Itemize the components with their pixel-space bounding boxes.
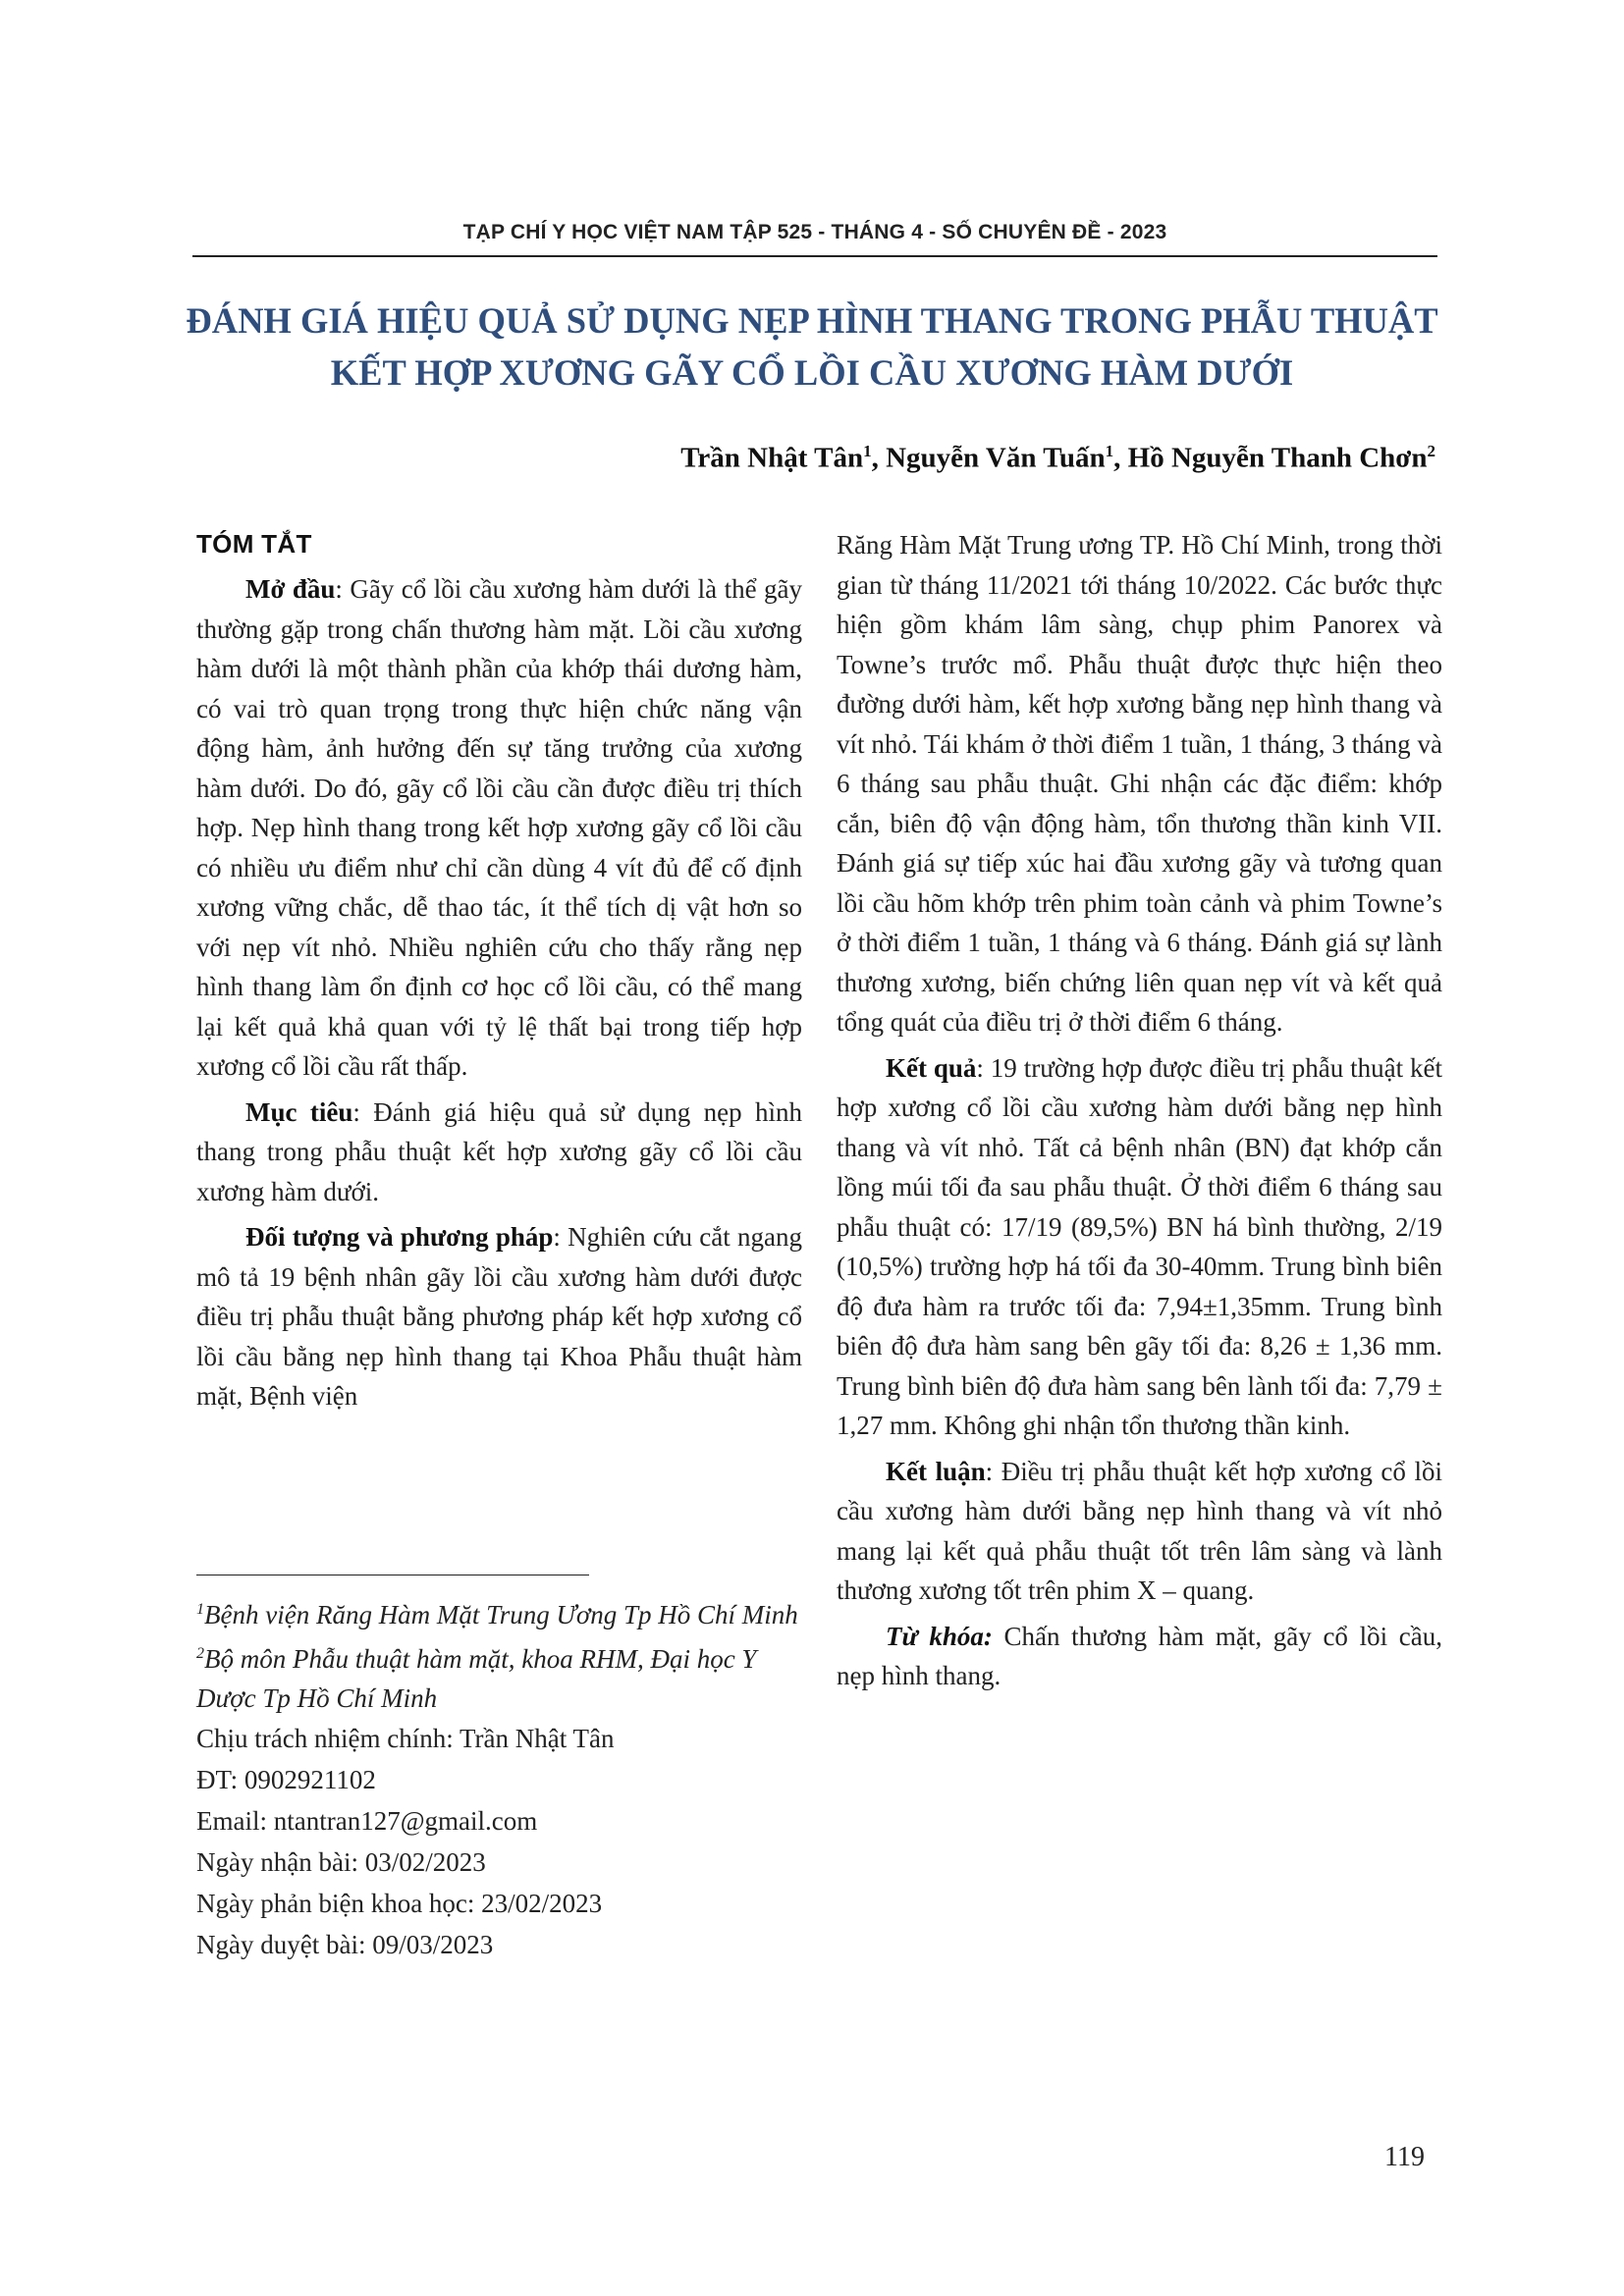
author-name: Hồ Nguyễn Thanh Chơn: [1127, 442, 1428, 474]
author-separator: ,: [1113, 442, 1128, 474]
results-label: Kết quả: [886, 1052, 977, 1083]
affiliation-1: [196, 1590, 802, 1634]
affiliation-text: Bệnh viện Răng Hàm Mặt Trung Ương Tp Hồ Chí Minh: [204, 1600, 798, 1629]
objective-label: Mục tiêu: [245, 1096, 353, 1127]
intro-label: Mở đầu: [245, 574, 336, 604]
abstract-methods-paragraph: [196, 1217, 802, 1416]
affiliation-number: 1: [196, 1601, 204, 1618]
author-name: Trần Nhật Tân: [680, 442, 864, 474]
affiliation-2: [196, 1634, 802, 1718]
running-header: TẠP CHÍ Y HỌC VIỆT NAM TẬP 525 - THÁNG 4 - SỐ CHUYÊN ĐỀ - 2023: [462, 221, 1167, 243]
header-divider: [192, 255, 1437, 257]
author-affiliation: 1: [1105, 442, 1114, 460]
author-affiliation: 1: [863, 442, 872, 460]
affiliation-text: Bộ môn Phẫu thuật hàm mặt, khoa RHM, Đại học Y Dược Tp Hồ Chí Minh: [196, 1644, 757, 1713]
date-received: Ngày nhận bài: 03/02/2023: [196, 1847, 486, 1877]
left-column: [196, 525, 802, 1416]
keywords-paragraph: [837, 1617, 1442, 1696]
author-list: [680, 442, 1435, 475]
phone-number: ĐT: 0902921102: [196, 1765, 376, 1794]
page-number: 119: [1384, 2142, 1425, 2172]
article-title: [157, 294, 1467, 399]
date-approved: Ngày duyệt bài: 09/03/2023: [196, 1930, 494, 1959]
methods-label: Đối tượng và phương pháp: [245, 1222, 554, 1252]
title-line-2: KẾT HỢP XƯƠNG GÃY CỔ LỒI CẦU XƯƠNG HÀM DƯỚI: [330, 352, 1294, 393]
abstract-conclusion-paragraph: [837, 1452, 1442, 1611]
results-text: : 19 trường hợp được điều trị phẫu thuật kết hợp xương cổ lồi cầu xương hàm dưới bằng nẹp hình thang và vít nhỏ. Tất cả bệnh nhân (BN) đạt khớp cắn lồng múi tối đa sau phẫu thuật. Ở thời điểm 6 tháng sau phẫu thuật có: 17/19 (89,5%) BN há bình thường, 2/19 (10,5%) trường hợp há tối đa 30-40mm. Trung bình biên độ đưa hàm ra trước tối đa: 7,94±1,35mm. Trung bình biên độ đưa hàm sang bên gãy tối đa: 8,26 ± 1,36 mm. Trung bình biên độ đưa hàm sang bên lành tối đa: 7,79 ± 1,27 mm. Không ghi nhận tổn thương thần kinh.: [837, 1052, 1442, 1440]
conclusion-text: : Điều trị phẫu thuật kết hợp xương cổ lồi cầu xương hàm dưới bằng nẹp hình thang và vít nhỏ mang lại kết quả phẫu thuật tốt trên lâm sàng và lành thương xương tốt trên phim X – quang.: [837, 1456, 1442, 1605]
author-affiliation: 2: [1427, 442, 1435, 460]
author-name: Nguyễn Văn Tuấn: [886, 442, 1106, 474]
right-column: [837, 525, 1442, 1696]
affiliation-number: 2: [196, 1645, 204, 1662]
corresponding-author: Chịu trách nhiệm chính: Trần Nhật Tân: [196, 1724, 615, 1753]
intro-text: : Gãy cổ lồi cầu xương hàm dưới là thể gãy thường gặp trong chấn thương hàm mặt. Lồi cầu xương hàm dưới là một thành phần của khớp thái dương hàm, có vai trò quan trọng trong thực hiện chức năng vận động hàm, ảnh hưởng đến sự tăng trưởng của xương hàm dưới. Do đó, gãy cổ lồi cầu cần được điều trị thích hợp. Nẹp hình thang trong kết hợp xương gãy cổ lồi cầu có nhiều ưu điểm như chỉ cần dùng 4 vít đủ để cố định xương vững chắc, dễ thao tác, ít thể tích dị vật hơn so với nẹp vít nhỏ. Nhiều nghiên cứu cho thấy rằng nẹp hình thang làm ổn định cơ học cổ lồi cầu, có thể mang lại kết quả khả quan với tỷ lệ thất bại trong tiếp hợp xương cổ lồi cầu rất thấp.: [196, 574, 802, 1081]
methods-text: : Nghiên cứu cắt ngang mô tả 19 bệnh nhân gãy lồi cầu xương hàm dưới được điều trị phẫu thuật bằng phương pháp kết hợp xương cổ lồi cầu bằng nẹp hình thang tại Khoa Phẫu thuật hàm mặt, Bệnh viện: [196, 1222, 802, 1411]
author-separator: ,: [871, 442, 887, 474]
conclusion-label: Kết luận: [886, 1456, 986, 1486]
abstract-objective-paragraph: [196, 1093, 802, 1212]
abstract-results-paragraph: [837, 1048, 1442, 1446]
abstract-heading: TÓM TẮT: [196, 529, 312, 559]
footnotes: [196, 1590, 802, 1965]
keywords-label: Từ khóa:: [886, 1621, 993, 1651]
objective-text: : Đánh giá hiệu quả sử dụng nẹp hình thang trong phẫu thuật kết hợp xương gãy cổ lồi cầu xương hàm dưới.: [196, 1096, 802, 1206]
email-address: Email: ntantran127@gmail.com: [196, 1806, 538, 1836]
abstract-methods-continued: Răng Hàm Mặt Trung ương TP. Hồ Chí Minh, trong thời gian từ tháng 11/2021 tới tháng 10/2022. Các bước thực hiện gồm khám lâm sàng, chụp phim Panorex và Towne’s trước mổ. Phẫu thuật được thực hiện theo đường dưới hàm, kết hợp xương bằng nẹp hình thang và vít nhỏ. Tái khám ở thời điểm 1 tuần, 1 tháng, 3 tháng và 6 tháng sau phẫu thuật. Ghi nhận các đặc điểm: khớp cắn, biên độ vận động hàm, tổn thương thần kinh VII. Đánh giá sự tiếp xúc hai đầu xương gãy và tương quan lồi cầu hõm khớp trên phim toàn cảnh và phim Towne’s ở thời điểm 1 tuần, 1 tháng và 6 tháng. Đánh giá sự lành thương xương, biến chứng liên quan nẹp vít và kết quả tổng quát của điều trị ở thời điểm 6 tháng.: [837, 530, 1442, 1037]
title-line-1: ĐÁNH GIÁ HIỆU QUẢ SỬ DỤNG NẸP HÌNH THANG TRONG PHẪU THUẬT: [186, 300, 1438, 341]
date-reviewed: Ngày phản biện khoa học: 23/02/2023: [196, 1889, 603, 1918]
abstract-intro-paragraph: [196, 569, 802, 1087]
keywords-text: Chấn thương hàm mặt, gãy cổ lồi cầu, nẹp hình thang.: [837, 1621, 1442, 1690]
